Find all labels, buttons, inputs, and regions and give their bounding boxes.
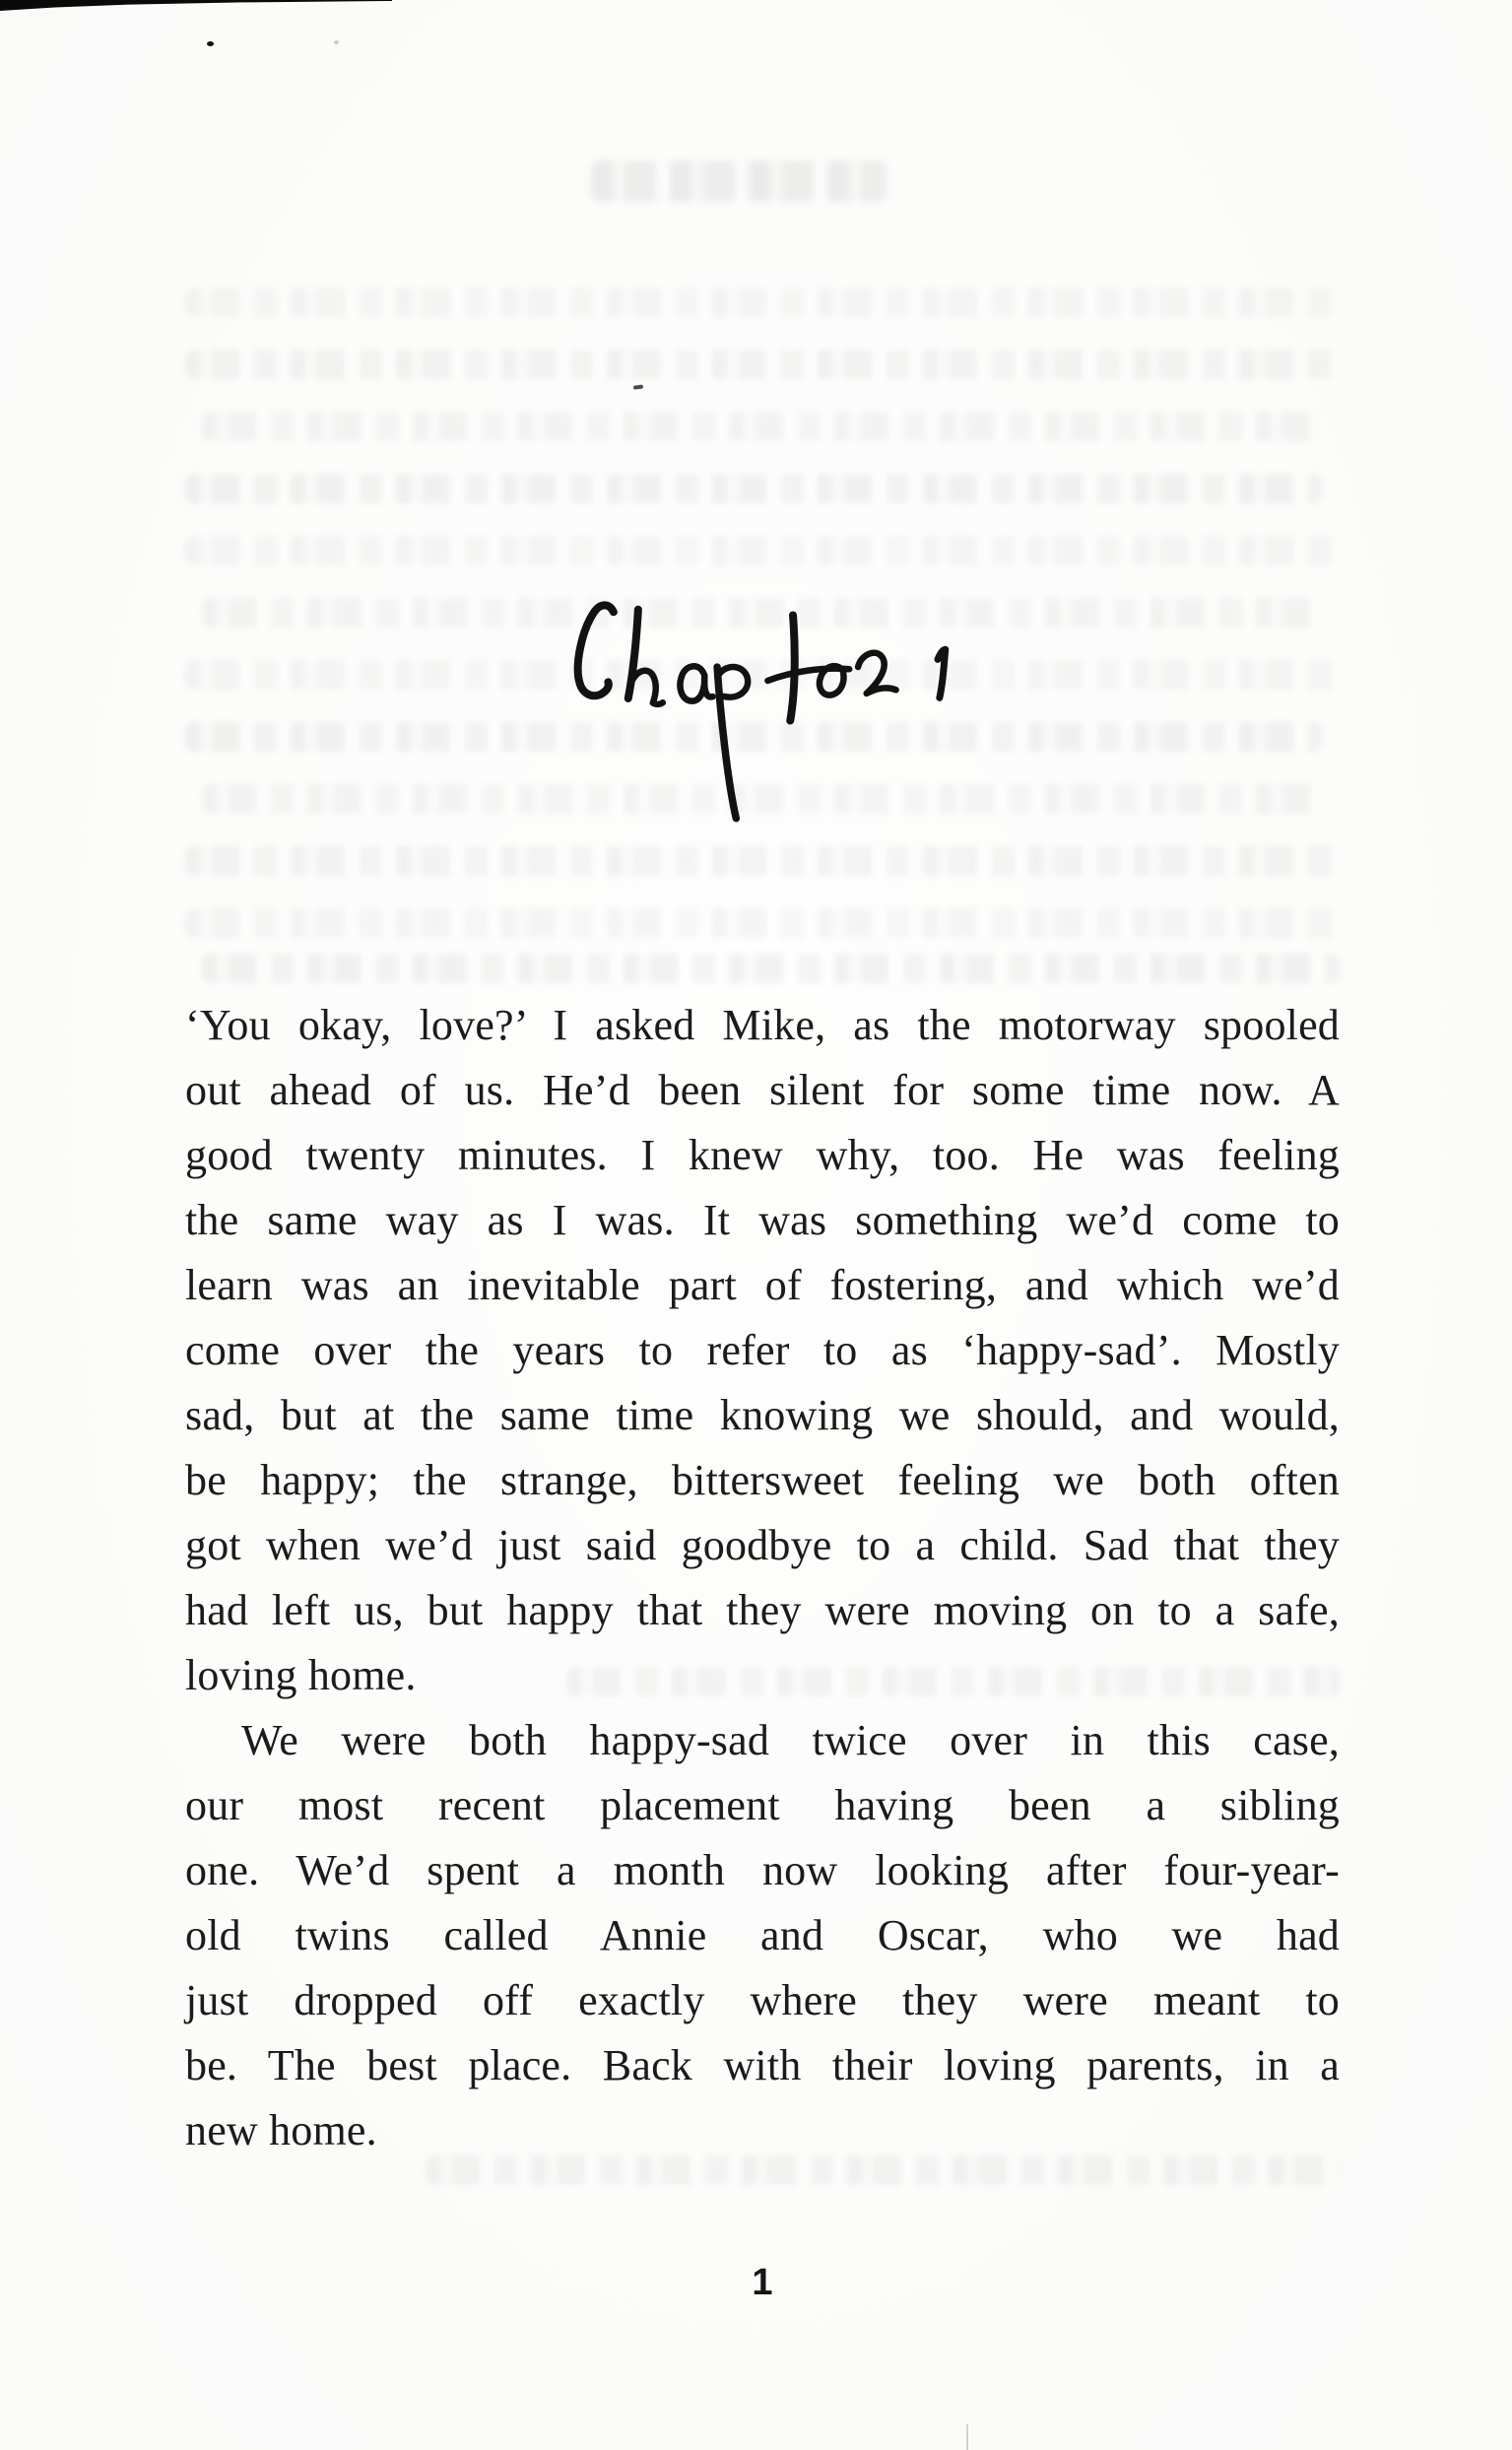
text-line: sad, but at the same time knowing we should, and would, (185, 1391, 1340, 1439)
show-through-ghost-heading (591, 161, 887, 202)
text-line: just dropped off exactly where they were meant to (185, 1976, 1340, 2024)
paragraph (185, 1708, 1340, 2163)
show-through-ghost-line (185, 846, 1340, 876)
text-line: loving home. (185, 1651, 417, 1699)
text-line: We were both happy-sad twice over in this case, (241, 1716, 1340, 1764)
show-through-ghost-line (202, 954, 1340, 983)
text-line: the same way as I was. It was something we’d come to (185, 1196, 1340, 1244)
text-line: come over the years to refer to as ‘happy-sad’. Mostly (185, 1326, 1340, 1374)
text-line: ‘You okay, love?’ I asked Mike, as the motorway spooled (185, 1001, 1340, 1049)
text-line: learn was an inevitable part of fostering, and which we’d (185, 1261, 1340, 1309)
text-line: new home. (185, 2106, 377, 2154)
ink-speck (633, 384, 643, 389)
text-line: be. The best place. Back with their loving parents, in a (185, 2041, 1340, 2089)
show-through-ghost-line (185, 536, 1340, 565)
show-through-ghost-line (202, 412, 1325, 441)
text-line: old twins called Annie and Oscar, who we had (185, 1911, 1340, 1959)
show-through-ghost-line (185, 908, 1340, 938)
chapter-heading (557, 591, 980, 828)
show-through-ghost-line (185, 288, 1340, 317)
chapter-heading-text (557, 591, 558, 592)
text-line: had left us, but happy that they were moving on to a safe, (185, 1586, 1340, 1634)
paragraph (185, 993, 1340, 1708)
chapter-heading-handwriting (555, 587, 983, 832)
text-line: our most recent placement having been a sibling (185, 1781, 1340, 1829)
scan-edge-artifact (966, 2424, 968, 2450)
ink-speck (207, 41, 214, 46)
body-text (185, 993, 1340, 2163)
text-line: good twenty minutes. I knew why, too. He was feeling (185, 1131, 1340, 1179)
text-line: out ahead of us. He’d been silent for some time now. A (185, 1066, 1340, 1114)
scan-edge-artifact (0, 0, 392, 11)
text-line: got when we’d just said goodbye to a child. Sad that they (185, 1521, 1340, 1569)
text-line: one. We’d spent a month now looking after four-year- (185, 1846, 1340, 1894)
show-through-ghost-line (185, 474, 1323, 503)
ink-speck (334, 40, 339, 44)
show-through-ghost-line (185, 350, 1340, 379)
page-number: 1 (752, 2262, 773, 2303)
text-line: be happy; the strange, bittersweet feeling we both often (185, 1456, 1340, 1504)
